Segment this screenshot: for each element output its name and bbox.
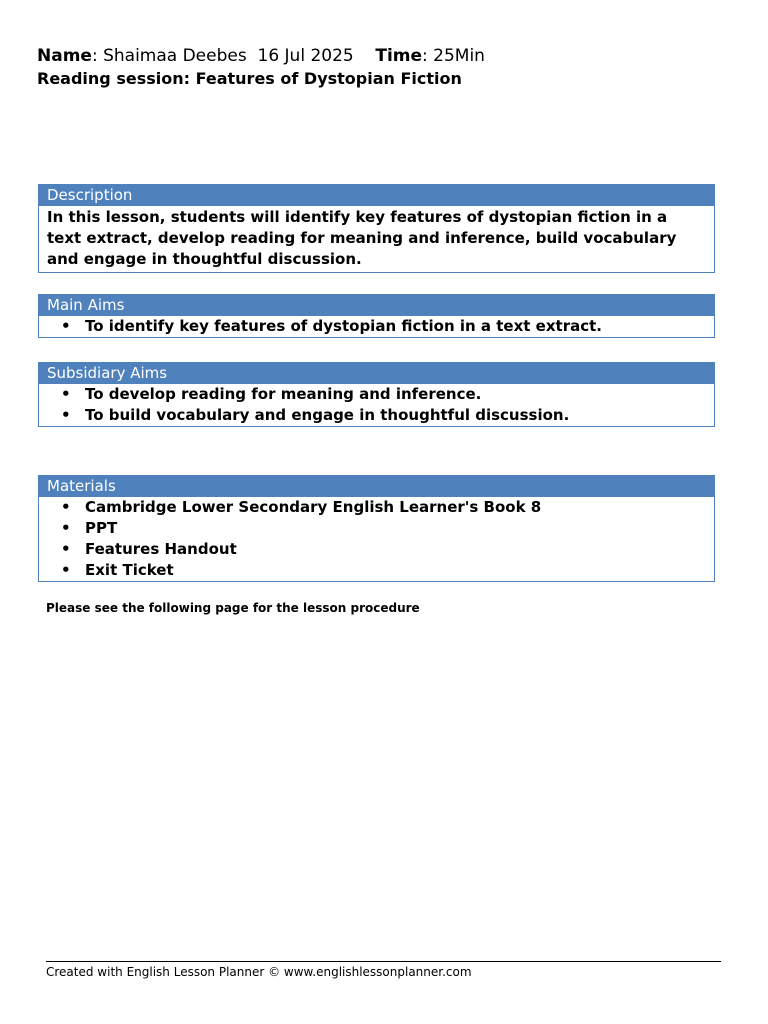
list-item xyxy=(39,497,714,518)
bullet: • xyxy=(61,406,71,424)
time-value: : 25Min xyxy=(422,46,485,66)
list-item xyxy=(39,539,714,560)
list-item xyxy=(39,405,714,426)
bullet: • xyxy=(61,385,71,403)
main-aims-list xyxy=(39,316,714,337)
material-text: Features Handout xyxy=(85,540,237,558)
footer-credit: Created with English Lesson Planner © www.englishlessonplanner.com xyxy=(46,965,472,979)
description-box xyxy=(38,184,715,273)
description-heading: Description xyxy=(39,185,714,206)
materials-box xyxy=(38,475,715,582)
procedure-note: Please see the following page for the lesson procedure xyxy=(46,601,420,615)
time-label: Time xyxy=(375,46,423,66)
material-text: Exit Ticket xyxy=(85,561,174,579)
list-item xyxy=(39,316,714,337)
main-aims-box xyxy=(38,294,715,338)
list-item xyxy=(39,518,714,539)
materials-heading: Materials xyxy=(39,476,714,497)
name-value: : Shaimaa Deebes 16 Jul 2025 xyxy=(91,46,354,66)
lesson-header xyxy=(37,44,727,90)
main-aims-heading: Main Aims xyxy=(39,295,714,316)
bullet: • xyxy=(61,498,71,516)
list-item xyxy=(39,560,714,581)
list-item xyxy=(39,384,714,405)
name-label: Name xyxy=(37,46,92,66)
bullet: • xyxy=(61,519,71,537)
subsidiary-aim-text: To develop reading for meaning and inference. xyxy=(85,385,482,403)
materials-list xyxy=(39,497,714,581)
bullet: • xyxy=(61,561,71,579)
footer-divider xyxy=(46,961,721,962)
material-text: PPT xyxy=(85,519,118,537)
name-time-line xyxy=(37,44,727,68)
main-aim-text: To identify key features of dystopian fiction in a text extract. xyxy=(85,317,602,335)
subsidiary-aim-text: To build vocabulary and engage in thoughtful discussion. xyxy=(85,406,570,424)
subsidiary-aims-list xyxy=(39,384,714,426)
bullet: • xyxy=(61,317,71,335)
subsidiary-aims-heading: Subsidiary Aims xyxy=(39,363,714,384)
session-title: Reading session: Features of Dystopian Fiction xyxy=(37,69,462,88)
subsidiary-aims-box xyxy=(38,362,715,427)
description-text: In this lesson, students will identify key features of dystopian fiction in a text extract, develop reading for meaning and inference, build vocabulary and engage in thoughtful discussion. xyxy=(47,208,677,268)
material-text: Cambridge Lower Secondary English Learner's Book 8 xyxy=(85,498,542,516)
bullet: • xyxy=(61,540,71,558)
